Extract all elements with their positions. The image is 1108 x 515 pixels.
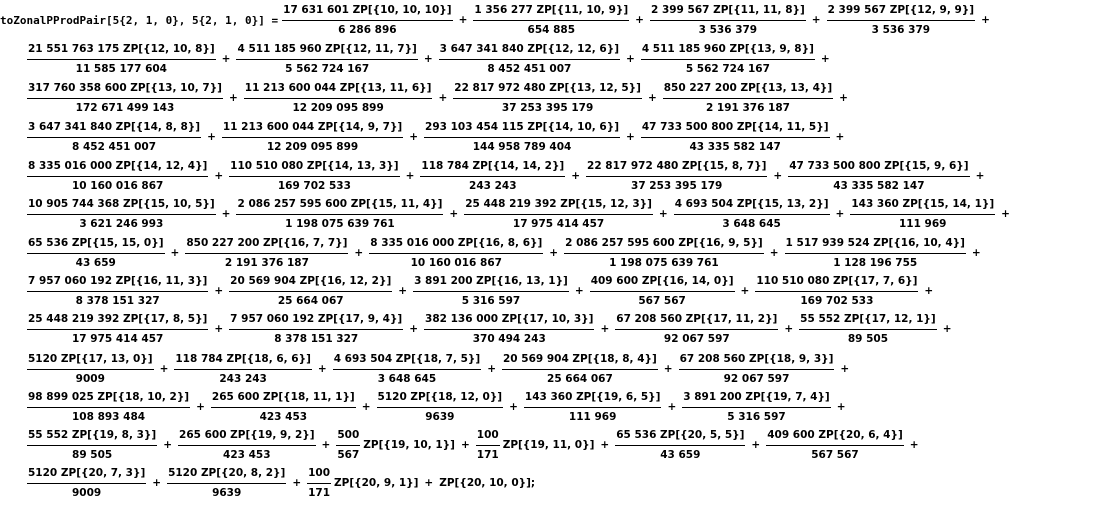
fraction-term xyxy=(27,237,165,270)
expression-line xyxy=(0,2,996,38)
denominator: 3 648 645 xyxy=(674,214,830,231)
numerator: 67 208 560 ZP[{17, 11, 2}] xyxy=(616,312,778,325)
numerator: 67 208 560 ZP[{18, 9, 3}] xyxy=(679,352,834,365)
numerator: 382 136 000 ZP[{17, 10, 3}] xyxy=(425,312,594,325)
denominator: 92 067 597 xyxy=(679,369,835,386)
denominator: 43 335 582 147 xyxy=(641,137,830,154)
term-factor: ZP[{20, 9, 1}] xyxy=(334,477,419,489)
numerator: 25 448 219 392 ZP[{17, 8, 5}] xyxy=(28,312,208,325)
plus-sign: + xyxy=(487,363,496,375)
denominator: 8 452 451 007 xyxy=(27,137,201,154)
plus-sign: + xyxy=(835,131,845,143)
fraction-term xyxy=(27,160,208,193)
plus-sign: + xyxy=(405,170,415,182)
numerator: 3 891 200 ZP[{19, 7, 4}] xyxy=(683,390,830,403)
plus-sign: + xyxy=(317,363,327,375)
fraction-term xyxy=(663,82,833,115)
denominator: 108 893 484 xyxy=(27,407,190,424)
fraction-term xyxy=(799,313,937,346)
plus-sign: + xyxy=(228,92,238,104)
plus-sign: + xyxy=(361,401,371,413)
fraction-term xyxy=(524,391,662,424)
denominator: 169 702 533 xyxy=(755,291,918,308)
fraction-term xyxy=(788,160,969,193)
numerator: 47 733 500 800 ZP[{14, 11, 5}] xyxy=(641,120,829,133)
plus-sign: + xyxy=(321,439,331,451)
numerator: 3 891 200 ZP[{16, 13, 1}] xyxy=(414,274,568,287)
denominator: 654 885 xyxy=(473,20,629,37)
numerator: 25 448 219 392 ZP[{15, 12, 3}] xyxy=(465,197,652,210)
fraction-term xyxy=(586,160,767,193)
numerator: 3 647 341 840 ZP[{12, 12, 6}] xyxy=(439,42,620,55)
numerator: 143 360 ZP[{19, 6, 5}] xyxy=(524,390,661,403)
denominator: 43 659 xyxy=(27,253,165,270)
denominator: 43 659 xyxy=(615,445,745,462)
function-call: toZonalPProdPair[5{2, 1, 0}, 5{2, 1, 0}] = xyxy=(0,13,279,27)
denominator: 37 253 395 179 xyxy=(453,98,642,115)
plus-sign: + xyxy=(196,401,205,413)
fraction-term xyxy=(615,429,745,462)
plus-sign: + xyxy=(574,285,584,297)
denominator: 370 494 243 xyxy=(424,329,594,346)
denominator: 12 209 095 899 xyxy=(244,98,433,115)
fraction-term xyxy=(453,82,642,115)
numerator: 3 647 341 840 ZP[{14, 8, 8}] xyxy=(28,120,201,133)
denominator: 6 286 896 xyxy=(282,20,452,37)
fraction-term xyxy=(650,4,806,37)
fraction-term xyxy=(27,313,208,346)
numerator: 118 784 ZP[{18, 6, 6}] xyxy=(175,352,311,365)
numerator: 110 510 080 ZP[{14, 13, 3}] xyxy=(230,159,399,172)
fraction-term xyxy=(222,121,403,154)
numerator: 11 213 600 044 ZP[{13, 11, 6}] xyxy=(244,81,432,94)
denominator: 89 505 xyxy=(27,445,157,462)
numerator: 65 536 ZP[{20, 5, 5}] xyxy=(616,428,745,441)
plus-sign: + xyxy=(942,323,952,335)
numerator: 65 536 ZP[{15, 15, 0}] xyxy=(28,236,164,249)
plus-sign: + xyxy=(600,439,610,451)
fraction-term xyxy=(336,429,360,462)
fraction-term xyxy=(377,391,504,424)
fraction-term xyxy=(674,198,830,231)
plus-sign: + xyxy=(207,131,216,143)
numerator: 850 227 200 ZP[{16, 7, 7}] xyxy=(186,236,348,249)
plus-sign: + xyxy=(163,439,173,451)
denominator: 17 975 414 457 xyxy=(27,329,208,346)
numerator: 21 551 763 175 ZP[{12, 10, 8}] xyxy=(28,42,215,55)
plus-sign: + xyxy=(549,247,559,259)
expression-line xyxy=(27,196,1016,232)
fraction-term xyxy=(27,198,216,231)
fraction-term xyxy=(282,4,452,37)
denominator: 5 562 724 167 xyxy=(236,59,417,76)
fraction-term xyxy=(27,43,216,76)
denominator: 3 648 645 xyxy=(333,369,481,386)
plus-sign: + xyxy=(836,401,846,413)
plus-sign: + xyxy=(769,247,779,259)
fraction-term xyxy=(464,198,653,231)
denominator: 25 664 067 xyxy=(229,291,392,308)
denominator: 43 335 582 147 xyxy=(788,176,969,193)
plus-sign: + xyxy=(509,401,518,413)
plus-sign: + xyxy=(398,285,408,297)
numerator: 2 399 567 ZP[{12, 9, 9}] xyxy=(827,3,975,16)
denominator: 12 209 095 899 xyxy=(222,137,403,154)
fraction-term xyxy=(229,275,392,308)
numerator: 1 356 277 ZP[{11, 10, 9}] xyxy=(474,3,629,16)
numerator: 22 817 972 480 ZP[{13, 12, 5}] xyxy=(454,81,641,94)
plus-sign: + xyxy=(971,247,981,259)
numerator: 20 569 904 ZP[{18, 8, 4}] xyxy=(503,352,657,365)
plain-term: ZP[{20, 10, 0}] xyxy=(439,477,531,489)
denominator: 92 067 597 xyxy=(615,329,778,346)
numerator: 100 xyxy=(308,466,331,479)
plus-sign: + xyxy=(423,53,433,65)
plus-sign: + xyxy=(835,208,845,220)
plus-sign: + xyxy=(214,285,224,297)
denominator: 9639 xyxy=(167,483,286,500)
plus-sign: + xyxy=(839,92,848,104)
numerator: 850 227 200 ZP[{13, 13, 4}] xyxy=(663,81,833,94)
fraction-term xyxy=(307,467,331,500)
plus-sign: + xyxy=(600,323,610,335)
fraction-term xyxy=(27,467,146,500)
denominator: 10 160 016 867 xyxy=(369,253,543,270)
denominator: 37 253 395 179 xyxy=(586,176,767,193)
fraction-term xyxy=(827,4,975,37)
plus-sign: + xyxy=(159,363,169,375)
denominator: 11 585 177 604 xyxy=(27,59,216,76)
numerator: 20 569 904 ZP[{16, 12, 2}] xyxy=(230,274,392,287)
denominator: 17 975 414 457 xyxy=(464,214,653,231)
numerator: 47 733 500 800 ZP[{15, 9, 6}] xyxy=(789,159,969,172)
numerator: 10 905 744 368 ZP[{15, 10, 5}] xyxy=(28,197,215,210)
plus-sign: + xyxy=(214,323,224,335)
denominator: 5 316 597 xyxy=(413,291,569,308)
plus-sign: + xyxy=(1001,208,1010,220)
expression-line xyxy=(27,427,925,463)
fraction-term xyxy=(369,237,543,270)
numerator: 4 693 504 ZP[{18, 7, 5}] xyxy=(333,352,481,365)
numerator: 409 600 ZP[{20, 6, 4}] xyxy=(767,428,903,441)
fraction-term xyxy=(229,313,403,346)
expression-line xyxy=(27,311,958,347)
denominator: 25 664 067 xyxy=(502,369,658,386)
fraction-term xyxy=(211,391,356,424)
expression-line xyxy=(27,389,852,425)
plus-sign: + xyxy=(292,477,302,489)
fraction-term xyxy=(615,313,778,346)
denominator: 8 378 151 327 xyxy=(27,291,208,308)
numerator: 5120 ZP[{20, 7, 3}] xyxy=(28,466,146,479)
numerator: 500 xyxy=(337,428,360,441)
fraction-term xyxy=(439,43,620,76)
fraction-term xyxy=(167,467,286,500)
fraction-term xyxy=(590,275,735,308)
numerator: 8 335 016 000 ZP[{14, 12, 4}] xyxy=(28,159,208,172)
plus-sign: + xyxy=(221,53,231,65)
plus-sign: + xyxy=(635,14,644,26)
end-semicolon: ; xyxy=(530,477,536,489)
numerator: 317 760 358 600 ZP[{13, 10, 7}] xyxy=(28,81,222,94)
fraction-term xyxy=(641,121,830,154)
term-factor: ZP[{19, 11, 0}] xyxy=(502,439,595,451)
denominator: 5 562 724 167 xyxy=(641,59,815,76)
fraction-term xyxy=(27,82,223,115)
fraction-term xyxy=(424,313,594,346)
denominator: 172 671 499 143 xyxy=(27,98,223,115)
fraction-term xyxy=(27,275,208,308)
numerator: 1 517 939 524 ZP[{16, 10, 4}] xyxy=(785,236,965,249)
plus-sign: + xyxy=(663,363,673,375)
fraction-term xyxy=(424,121,620,154)
fraction-term xyxy=(766,429,904,462)
denominator: 111 969 xyxy=(850,214,995,231)
denominator: 2 191 376 187 xyxy=(185,253,348,270)
denominator: 169 702 533 xyxy=(229,176,399,193)
plus-sign: + xyxy=(658,208,668,220)
fraction-term xyxy=(679,353,835,386)
plus-sign: + xyxy=(626,53,635,65)
expression-line xyxy=(27,351,855,387)
numerator: 4 693 504 ZP[{15, 13, 2}] xyxy=(674,197,829,210)
fraction-term xyxy=(236,198,443,231)
denominator: 1 128 196 755 xyxy=(785,253,966,270)
plus-sign: + xyxy=(773,170,783,182)
numerator: 143 360 ZP[{15, 14, 1}] xyxy=(851,197,995,210)
fraction-term xyxy=(27,391,190,424)
numerator: 7 957 060 192 ZP[{16, 11, 3}] xyxy=(28,274,208,287)
fraction-term xyxy=(174,353,312,386)
numerator: 11 213 600 044 ZP[{14, 9, 7}] xyxy=(222,120,403,133)
numerator: 265 600 ZP[{19, 9, 2}] xyxy=(179,428,315,441)
denominator: 3 621 246 993 xyxy=(27,214,216,231)
fraction-term xyxy=(333,353,481,386)
numerator: 2 086 257 595 600 ZP[{16, 9, 5}] xyxy=(565,236,763,249)
fraction-term xyxy=(413,275,569,308)
denominator: 171 xyxy=(307,483,331,500)
denominator: 5 316 597 xyxy=(682,407,830,424)
denominator: 89 505 xyxy=(799,329,937,346)
plus-sign: + xyxy=(820,53,830,65)
denominator: 567 567 xyxy=(766,445,904,462)
plus-sign: + xyxy=(460,439,470,451)
denominator: 1 198 075 639 761 xyxy=(236,214,443,231)
fraction-term xyxy=(850,198,995,231)
plus-sign: + xyxy=(740,285,750,297)
numerator: 8 335 016 000 ZP[{16, 8, 6}] xyxy=(370,236,543,249)
expression-line xyxy=(27,273,939,309)
denominator: 9009 xyxy=(27,369,154,386)
plus-sign: + xyxy=(981,14,990,26)
plus-sign: + xyxy=(751,439,761,451)
numerator: 5120 ZP[{17, 13, 0}] xyxy=(28,352,153,365)
denominator: 567 xyxy=(336,445,360,462)
plus-sign: + xyxy=(840,363,850,375)
plus-sign: + xyxy=(909,439,919,451)
numerator: 409 600 ZP[{16, 14, 0}] xyxy=(590,274,734,287)
plus-sign: + xyxy=(170,247,180,259)
fraction-term xyxy=(476,429,500,462)
plus-sign: + xyxy=(626,131,635,143)
denominator: 1 198 075 639 761 xyxy=(564,253,764,270)
denominator: 3 536 379 xyxy=(827,20,975,37)
numerator: 293 103 454 115 ZP[{14, 10, 6}] xyxy=(425,120,620,133)
denominator: 144 958 789 404 xyxy=(424,137,620,154)
denominator: 9009 xyxy=(27,483,146,500)
fraction-term xyxy=(420,160,565,193)
plus-sign: + xyxy=(354,247,364,259)
expression-line xyxy=(27,465,535,501)
plus-sign: + xyxy=(571,170,581,182)
numerator: 7 957 060 192 ZP[{17, 9, 4}] xyxy=(230,312,403,325)
fraction-term xyxy=(473,4,629,37)
plus-sign: + xyxy=(409,131,419,143)
fraction-term xyxy=(27,429,157,462)
numerator: 2 086 257 595 600 ZP[{15, 11, 4}] xyxy=(237,197,443,210)
numerator: 265 600 ZP[{18, 11, 1}] xyxy=(211,390,355,403)
denominator: 243 243 xyxy=(174,369,312,386)
denominator: 10 160 016 867 xyxy=(27,176,208,193)
numerator: 5120 ZP[{20, 8, 2}] xyxy=(168,466,286,479)
plus-sign: + xyxy=(811,14,821,26)
denominator: 8 452 451 007 xyxy=(439,59,620,76)
plus-sign: + xyxy=(667,401,677,413)
numerator: 98 899 025 ZP[{18, 10, 2}] xyxy=(28,390,190,403)
fraction-term xyxy=(27,353,154,386)
fraction-term xyxy=(502,353,658,386)
plus-sign: + xyxy=(221,208,231,220)
plus-sign: + xyxy=(214,170,224,182)
expression-line xyxy=(27,41,836,77)
fraction-term xyxy=(178,429,316,462)
fraction-term xyxy=(785,237,966,270)
plus-sign: + xyxy=(975,170,985,182)
plus-sign: + xyxy=(409,323,419,335)
numerator: 100 xyxy=(476,428,499,441)
numerator: 22 817 972 480 ZP[{15, 8, 7}] xyxy=(587,159,767,172)
fraction-term xyxy=(27,121,201,154)
numerator: 5120 ZP[{18, 12, 0}] xyxy=(377,390,503,403)
denominator: 3 536 379 xyxy=(650,20,806,37)
fraction-term xyxy=(564,237,764,270)
numerator: 118 784 ZP[{14, 14, 2}] xyxy=(421,159,565,172)
numerator: 55 552 ZP[{17, 12, 1}] xyxy=(800,312,936,325)
fraction-term xyxy=(641,43,815,76)
denominator: 2 191 376 187 xyxy=(663,98,833,115)
denominator: 243 243 xyxy=(420,176,565,193)
numerator: 110 510 080 ZP[{17, 7, 6}] xyxy=(756,274,918,287)
fraction-term xyxy=(185,237,348,270)
denominator: 423 453 xyxy=(178,445,316,462)
expression-line xyxy=(27,80,854,116)
plus-sign: + xyxy=(438,92,448,104)
expression-line xyxy=(27,119,850,155)
fraction-term xyxy=(755,275,918,308)
numerator: 4 511 185 960 ZP[{12, 11, 7}] xyxy=(237,42,417,55)
plus-sign: + xyxy=(924,285,934,297)
fraction-term xyxy=(236,43,417,76)
plus-sign: + xyxy=(784,323,794,335)
fraction-term xyxy=(682,391,830,424)
numerator: 17 631 601 ZP[{10, 10, 10}] xyxy=(283,3,452,16)
expression-line xyxy=(27,158,990,194)
plus-sign: + xyxy=(458,14,468,26)
denominator: 9639 xyxy=(377,407,504,424)
expression-line xyxy=(27,235,987,271)
plus-sign: + xyxy=(647,92,657,104)
denominator: 423 453 xyxy=(211,407,356,424)
fraction-term xyxy=(229,160,399,193)
denominator: 567 567 xyxy=(590,291,735,308)
numerator: 55 552 ZP[{19, 8, 3}] xyxy=(28,428,157,441)
denominator: 171 xyxy=(476,445,500,462)
term-factor: ZP[{19, 10, 1}] xyxy=(363,439,455,451)
plus-sign: + xyxy=(152,477,162,489)
numerator: 2 399 567 ZP[{11, 11, 8}] xyxy=(650,3,805,16)
denominator: 111 969 xyxy=(524,407,662,424)
fraction-term xyxy=(244,82,433,115)
plus-sign: + xyxy=(424,477,434,489)
denominator: 8 378 151 327 xyxy=(229,329,403,346)
numerator: 4 511 185 960 ZP[{13, 9, 8}] xyxy=(641,42,814,55)
plus-sign: + xyxy=(449,208,459,220)
